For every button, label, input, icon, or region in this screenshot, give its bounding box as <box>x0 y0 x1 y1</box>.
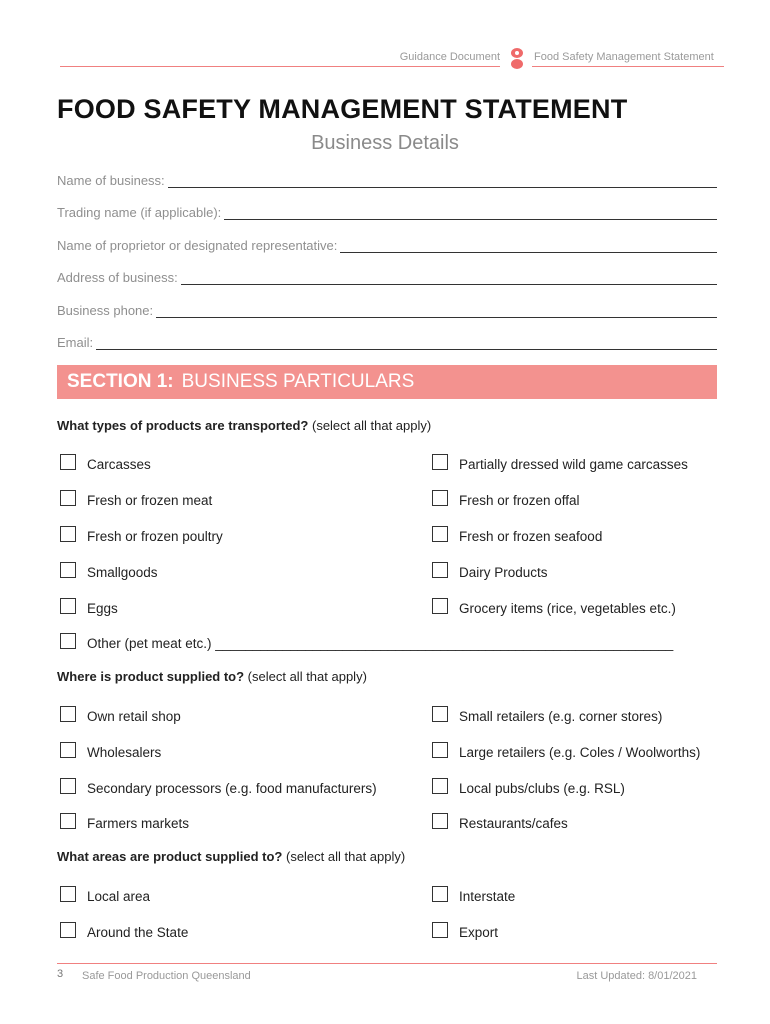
option-seafood[interactable] <box>432 524 602 544</box>
footer-divider <box>57 963 717 964</box>
option-label: Fresh or frozen meat <box>87 493 213 508</box>
checkbox[interactable] <box>432 706 448 722</box>
document-subtitle: Business Details <box>311 132 459 154</box>
checkbox[interactable] <box>60 813 76 829</box>
option-meat[interactable] <box>60 488 212 508</box>
field-business-name <box>57 168 717 188</box>
header-divider-right <box>532 66 724 67</box>
option-label: Own retail shop <box>87 709 181 724</box>
option-eggs[interactable] <box>60 596 118 616</box>
option-grocery[interactable] <box>432 596 676 616</box>
option-local-pubs[interactable] <box>432 776 625 796</box>
option-label: Small retailers (e.g. corner stores) <box>459 709 663 724</box>
option-label: Local area <box>87 889 151 904</box>
option-label: Eggs <box>87 601 118 616</box>
option-label: Smallgoods <box>87 565 158 580</box>
field-phone <box>57 298 717 318</box>
option-label: Export <box>459 925 499 940</box>
page-header <box>60 48 724 70</box>
field-label: Business phone: <box>57 303 154 318</box>
field-email <box>57 330 717 350</box>
checkbox[interactable] <box>432 886 448 902</box>
question-supply-areas <box>57 849 405 864</box>
section-1-header <box>57 365 717 399</box>
option-smallgoods[interactable] <box>60 560 158 580</box>
option-label: Other (pet meat etc.) _____________________________________________________________ <box>87 636 674 651</box>
question-product-types <box>57 418 431 433</box>
checkbox[interactable] <box>60 526 76 542</box>
option-label: Farmers markets <box>87 816 190 831</box>
option-label: Wholesalers <box>87 745 162 760</box>
email-input[interactable] <box>96 337 717 350</box>
section-name: BUSINESS PARTICULARS <box>181 371 415 392</box>
checkbox[interactable] <box>60 706 76 722</box>
option-large-retailers[interactable] <box>432 740 700 760</box>
checkbox[interactable] <box>60 742 76 758</box>
field-label: Address of business: <box>57 270 178 285</box>
field-proprietor <box>57 233 717 253</box>
option-other[interactable] <box>60 631 673 651</box>
option-label: Dairy Products <box>459 565 548 580</box>
checkbox[interactable] <box>432 490 448 506</box>
field-trading-name <box>57 200 717 220</box>
option-own-retail[interactable] <box>60 704 181 724</box>
header-document-name: Food Safety Management Statement <box>534 51 714 63</box>
option-label: Large retailers (e.g. Coles / Woolworths) <box>459 745 701 760</box>
option-carcasses[interactable] <box>60 452 151 472</box>
option-label: Around the State <box>87 925 189 940</box>
business-name-input[interactable] <box>168 175 717 188</box>
option-label: Fresh or frozen seafood <box>459 529 603 544</box>
option-label: Fresh or frozen offal <box>459 493 580 508</box>
option-label: Grocery items (rice, vegetables etc.) <box>459 601 676 616</box>
phone-input[interactable] <box>156 305 717 318</box>
question-note: (select all that apply) <box>244 669 367 684</box>
checkbox[interactable] <box>60 922 76 938</box>
checkbox[interactable] <box>60 778 76 794</box>
checkbox[interactable] <box>432 562 448 578</box>
checkbox[interactable] <box>60 598 76 614</box>
option-label: Local pubs/clubs (e.g. RSL) <box>459 781 625 796</box>
header-guidance-label: Guidance Document <box>399 51 500 63</box>
question-note: (select all that apply) <box>308 418 432 433</box>
section-title <box>67 371 414 393</box>
option-label: Restaurants/cafes <box>459 816 568 831</box>
option-dairy[interactable] <box>432 560 548 580</box>
field-label: Trading name (if applicable): <box>57 205 222 220</box>
checkbox[interactable] <box>432 813 448 829</box>
field-label: Email: <box>57 335 94 350</box>
option-interstate[interactable] <box>432 884 515 904</box>
document-title: FOOD SAFETY MANAGEMENT STATEMENT <box>57 94 628 124</box>
option-local-area[interactable] <box>60 884 150 904</box>
checkbox[interactable] <box>432 922 448 938</box>
question-text: What areas are product supplied to? <box>57 849 283 864</box>
checkbox[interactable] <box>60 490 76 506</box>
checkbox[interactable] <box>60 454 76 470</box>
option-secondary-processors[interactable] <box>60 776 377 796</box>
option-label: Secondary processors (e.g. food manufacturers) <box>87 781 377 796</box>
checkbox[interactable] <box>432 454 448 470</box>
option-label: Fresh or frozen poultry <box>87 529 223 544</box>
question-supplied-to <box>57 669 367 684</box>
checkbox[interactable] <box>60 562 76 578</box>
option-wild-game[interactable] <box>432 452 688 472</box>
footer-last-updated: Last Updated: 8/01/2021 <box>576 970 697 982</box>
checkbox[interactable] <box>60 886 76 902</box>
trading-name-input[interactable] <box>224 207 717 220</box>
question-text: Where is product supplied to? <box>57 669 245 684</box>
section-number: SECTION 1: <box>67 371 174 392</box>
option-small-retailers[interactable] <box>432 704 662 724</box>
option-poultry[interactable] <box>60 524 223 544</box>
option-wholesalers[interactable] <box>60 740 161 760</box>
page-number: 3 <box>57 968 64 980</box>
field-address <box>57 265 717 285</box>
footer-organisation: Safe Food Production Queensland <box>82 970 251 982</box>
option-export[interactable] <box>432 920 498 940</box>
header-divider-left <box>60 66 500 67</box>
option-farmers-markets[interactable] <box>60 811 189 831</box>
question-note: (select all that apply) <box>282 849 406 864</box>
option-offal[interactable] <box>432 488 580 508</box>
address-input[interactable] <box>181 272 717 285</box>
proprietor-input[interactable] <box>340 240 717 253</box>
header-logo-icon <box>510 48 524 70</box>
field-label: Name of business: <box>57 173 165 188</box>
option-around-state[interactable] <box>60 920 188 940</box>
option-label: Interstate <box>459 889 516 904</box>
field-label: Name of proprietor or designated representative: <box>57 238 338 253</box>
checkbox[interactable] <box>432 778 448 794</box>
checkbox[interactable] <box>432 742 448 758</box>
checkbox[interactable] <box>432 526 448 542</box>
option-restaurants[interactable] <box>432 811 568 831</box>
question-text: What types of products are transported? <box>57 418 309 433</box>
checkbox[interactable] <box>60 633 76 649</box>
checkbox[interactable] <box>432 598 448 614</box>
option-label: Partially dressed wild game carcasses <box>459 457 688 472</box>
option-label: Carcasses <box>87 457 151 472</box>
